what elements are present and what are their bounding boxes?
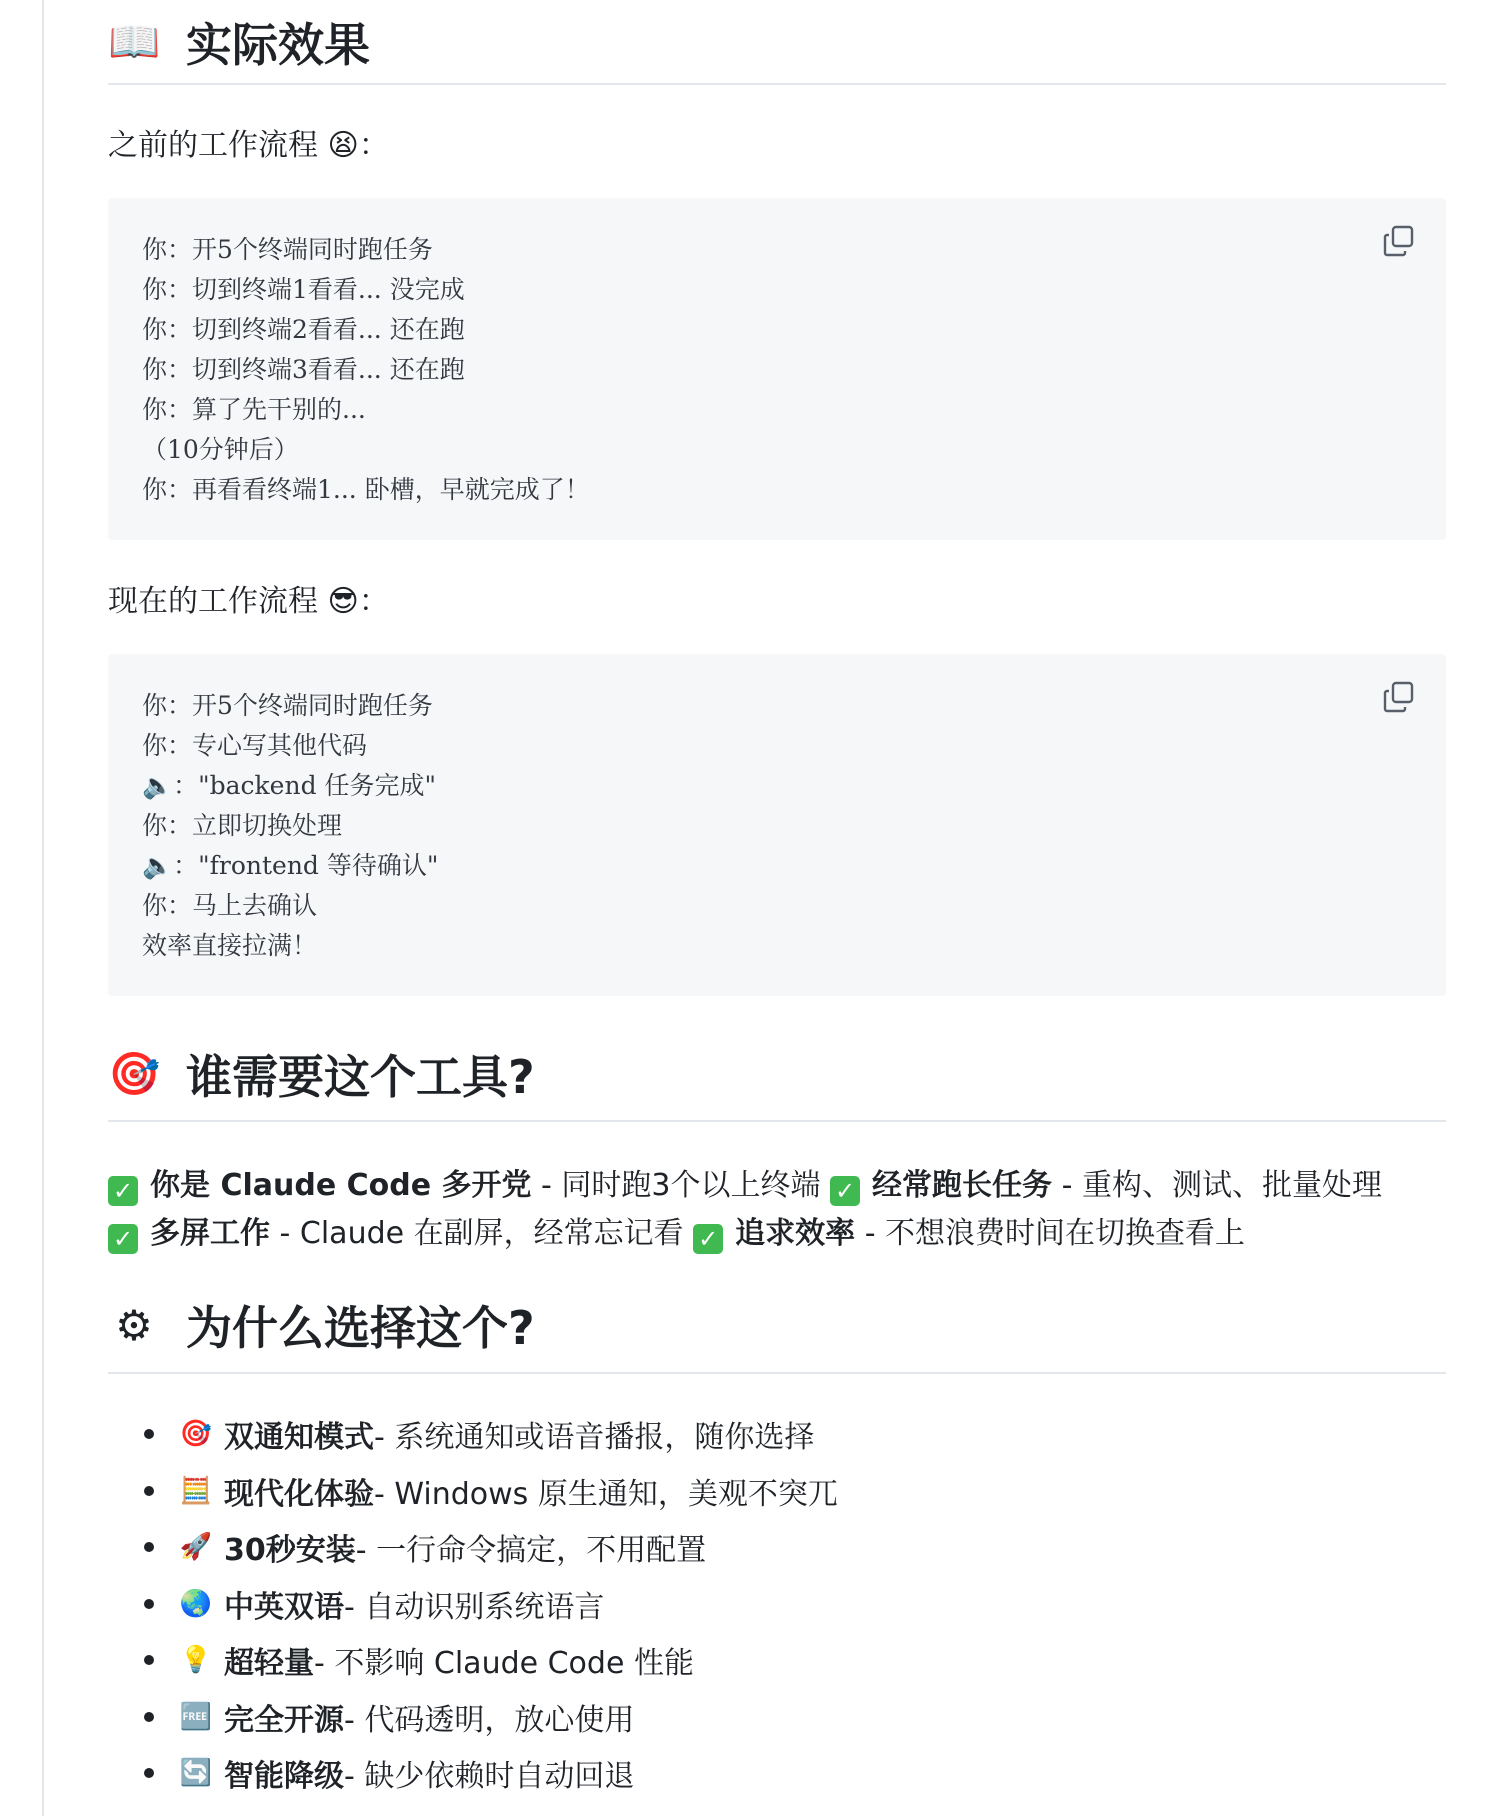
bullet [144,1768,154,1778]
code-line: 你：切到终端3看看... 还在跑 [142,355,465,384]
calculator-icon: 🧮 [179,1475,213,1506]
feature-desc: - Windows 原生通知，美观不突兀 [374,1476,838,1512]
check-mark-icon: ✓ [108,1176,138,1206]
bullet [144,1429,154,1439]
section-heading-audience [108,1028,1446,1122]
list-item [108,1689,838,1746]
feature-desc: - 不影响 Claude Code 性能 [314,1646,694,1682]
section-title: 谁需要这个工具? [186,1050,535,1104]
left-border [42,0,44,1816]
check-mark-icon: ✓ [830,1176,860,1206]
colon: ： [358,584,389,619]
copy-icon [1382,224,1416,258]
list-item [108,1745,838,1802]
open-book-icon: 📖 [108,16,161,66]
target-icon: 🎯 [108,1049,161,1098]
audience-row [108,1160,1382,1206]
copy-button[interactable] [1382,680,1416,714]
bullet [144,1655,154,1665]
code-line: 你：马上去确认 [142,891,318,920]
bullet [144,1542,154,1552]
code-line: 你：立即切换处理 [142,811,343,840]
audience-bold: 你是 Claude Code 多开党 [150,1168,532,1203]
audience-text: - 同时跑3个以上终端 [531,1168,831,1203]
feature-desc: - 代码透明，放心使用 [344,1702,635,1738]
audience-row [108,1208,1245,1254]
code-line: 你：专心写其他代码 [142,731,368,760]
before-workflow-label [108,120,389,164]
check-mark-icon: ✓ [108,1224,138,1254]
audience-bold: 多屏工作 [150,1216,270,1251]
rocket-icon: 🚀 [179,1532,213,1563]
list-item [108,1632,838,1689]
audience-text: - 不想浪费时间在切换查看上 [855,1216,1246,1251]
audience-bold: 经常跑长任务 [872,1168,1053,1203]
target-icon: 🎯 [179,1419,213,1450]
code-line: 你：切到终端1看看... 没完成 [142,275,465,304]
bullet [144,1486,154,1496]
code-line: （10分钟后） [142,435,299,464]
feature-list [108,1406,838,1802]
code-line: 🔈："frontend 等待确认" [142,851,439,880]
code-block-after [108,654,1446,996]
globe-icon: 🌏 [179,1588,213,1619]
list-item [108,1406,838,1463]
feature-desc: - 缺少依赖时自动回退 [344,1759,635,1795]
code-line: 你：开5个终端同时跑任务 [142,691,433,720]
code-line: 你：开5个终端同时跑任务 [142,235,433,264]
code-line: 你：算了先干别的... [142,395,366,424]
audience-bold: 追求效率 [735,1216,856,1251]
section-title: 实际效果 [186,17,370,72]
after-workflow-label [108,576,389,620]
code-line: 效率直接拉满！ [142,931,318,960]
refresh-icon: 🔄 [179,1758,213,1789]
code-line: 你：再看看终端1... 卧槽，早就完成了！ [142,475,590,504]
list-item [108,1463,838,1520]
code-block-before [108,198,1446,540]
free-icon: 🆓 [179,1701,213,1732]
audience-text: - Claude 在副屏，经常忘记看 [270,1216,694,1251]
light-bulb-icon: 💡 [179,1645,213,1676]
feature-title: 智能降级 [224,1759,344,1795]
section-heading-results [108,0,1446,85]
audience-text: - 重构、测试、批量处理 [1052,1168,1382,1203]
copy-button[interactable] [1382,224,1416,258]
bullet [144,1712,154,1722]
feature-title: 双通知模式 [224,1420,374,1456]
feature-title: 完全开源 [224,1702,344,1738]
tired-face-emoji: 😫 [327,128,359,163]
sunglasses-emoji: 😎 [327,584,359,619]
list-item [108,1519,838,1576]
before-label-text: 之前的工作流程 [108,128,318,163]
feature-title: 超轻量 [224,1646,314,1682]
bullet [144,1599,154,1609]
code-line: 🔈："backend 任务完成" [142,771,437,800]
feature-title: 现代化体验 [224,1476,374,1512]
feature-desc: - 自动识别系统语言 [344,1589,605,1625]
after-label-text: 现在的工作流程 [108,584,318,619]
feature-title: 中英双语 [224,1589,344,1625]
gear-icon: ⚙ [115,1300,153,1350]
content [108,0,1446,1795]
code-line: 你：切到终端2看看... 还在跑 [142,315,465,344]
feature-desc: - 一行命令搞定，不用配置 [355,1533,707,1569]
section-title: 为什么选择这个? [186,1301,535,1355]
check-mark-icon: ✓ [693,1224,723,1254]
copy-icon [1382,680,1416,714]
section-heading-why [108,1278,1446,1374]
colon: ： [358,128,389,163]
feature-title: 30秒安装 [224,1533,356,1569]
feature-desc: - 系统通知或语音播报，随你选择 [374,1420,815,1456]
list-item [108,1576,838,1633]
